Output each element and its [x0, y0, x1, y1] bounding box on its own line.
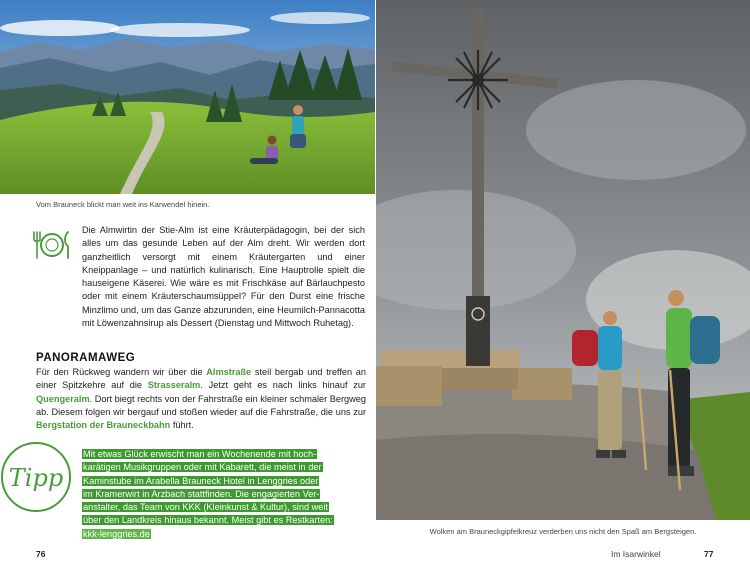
- photo-brauneck-meadow: [0, 0, 375, 194]
- tipp-line: über den Landkreis hinaus bekannt. Meist gibt es Restkarten:: [83, 515, 333, 526]
- running-head: Im Isarwinkel: [611, 549, 661, 559]
- photo-caption-right: Wolken am Brauneckgipfelkreuz verderben uns nicht den Spaß am Bergsteigen.: [429, 527, 697, 536]
- page-number-left: 76: [36, 549, 46, 559]
- tipp-circle-icon: [0, 440, 74, 514]
- tipp-link[interactable]: kkk-lenggries.de: [83, 528, 150, 539]
- place-strasseralm: Strasseralm: [147, 380, 201, 391]
- tipp-line: Kaminstube im Arabella Brauneck Hotel in Lenggries oder: [83, 475, 319, 486]
- route-paragraph: Für den Rückweg wandern wir über die Almstraße steil bergab und treffen an einer Spitzkehre auf die Strasseralm. Jetzt geht es nach links hinauf zur Quengeralm. Dort biegt rechts von der Fahrstraße ein kleiner schmaler Bergweg ab. Diesem folgen wir bergauf und stoßen wieder auf die Fahrstraße, die uns zur Bergstation der Brauneckbahn führt.: [36, 367, 366, 431]
- section-heading: PANORAMAWEG: [36, 352, 136, 364]
- photo-caption-left: Vom Brauneck blickt man weit ins Karwendel hinein.: [36, 200, 210, 209]
- intro-paragraph: Die Almwirtin der Stie-Alm ist eine Kräuterpädagogin, bei der sich alles um das gesunde Leben auf der Alm dreht. Wir werden dort ganzheitlich versorgt mit einem Kräutergarten und einer Kneippanlage – und natürlich kulinarisch. Eine Hauptrolle spielt die hauseigene Käserei. Wie wäre es mit Frischkäse auf Bärlauchpesto oder mit einem Kräuterschaumsüppel? Für den Durst eine frische Minzlimo und, um das Ganze abzurunden, eine Heumilch-Pannacotta mit Löwenzahnsirup als Dessert (Dienstag und Mittwoch Ruhetag).: [82, 225, 365, 329]
- tipp-line: Mit etwas Glück erwischt man ein Wochenende mit hoch-: [83, 449, 317, 459]
- fork-knife-plate-icon: [30, 228, 74, 262]
- tipp-box: [82, 448, 366, 541]
- place-almstrasse: Almstraße: [206, 367, 252, 377]
- tipp-label: Tipp: [8, 464, 64, 492]
- tipp-line: im Kramerwirt in Arzbach stattfinden. Die engagierten Ver-: [83, 488, 320, 499]
- tipp-line: karätigen Musikgruppen oder mit Kabarett, die meist in der: [83, 462, 322, 473]
- tipp-line: anstalter, das Team von KKK (Kleinkunst & Kultur), sind weit: [83, 502, 328, 513]
- place-bergstation: Bergstation der Brauneckbahn: [36, 420, 171, 431]
- place-quengeralm: Quengeralm: [36, 393, 90, 404]
- photo-summit-cross: [376, 0, 750, 520]
- page-number-right: 77: [704, 549, 714, 559]
